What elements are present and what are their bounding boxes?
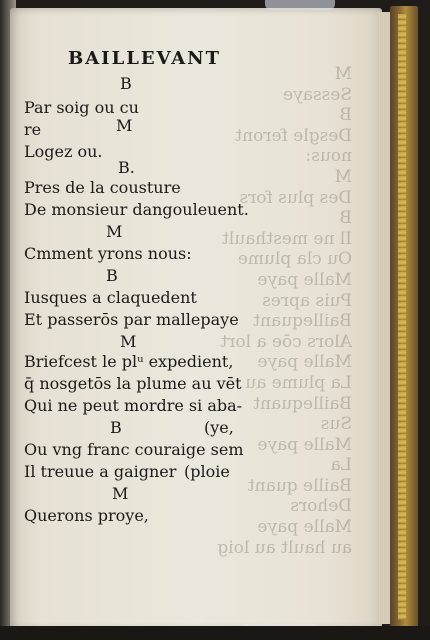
gilt-cover-edge — [390, 6, 418, 632]
speaker-label: B — [110, 418, 122, 437]
bleed-line: B — [339, 208, 352, 229]
verse-line: Pres de la cousture — [24, 178, 181, 197]
running-title: BAILLEVANT — [68, 48, 222, 69]
verse-line: Querons proye, — [24, 506, 149, 525]
verse-turnover: (ye, — [204, 418, 234, 437]
bleed-line: Puis apres — [262, 290, 352, 311]
bleed-line: Malle paye — [257, 517, 352, 538]
verse-line: De monsieur dangouleuent. — [24, 200, 249, 219]
bleed-line: Alors cōe a lort — [220, 331, 352, 352]
bleed-line: Desgle feront — [235, 125, 352, 146]
verse-line: Briefcest le plᵘ expedient, — [24, 352, 234, 371]
bleed-line: Malle paye — [257, 269, 352, 290]
speaker-label: B. — [118, 158, 135, 177]
bleed-line: La — [330, 455, 352, 476]
bleed-line: M — [334, 64, 352, 84]
top-clip — [265, 0, 335, 10]
verse-line: Il treuue a gaigner — [24, 462, 177, 481]
bleed-line: Il ne mesthault — [221, 228, 352, 249]
verse-line: Iusques a claquedent — [24, 288, 197, 307]
verse-line: q̄ nosgetōs la plume au vēt — [24, 374, 242, 393]
bleed-line: Dehors — [290, 496, 352, 517]
verse-line: Par soig ou cu — [24, 98, 139, 117]
speaker-label: B — [120, 74, 132, 93]
speaker-label: M — [112, 484, 129, 503]
bleed-line: Malle paye — [257, 434, 352, 455]
bleed-line: au hault au loig — [217, 537, 352, 558]
verse-line: Et passerōs par mallepaye — [24, 310, 239, 329]
speaker-label: M — [120, 332, 137, 351]
bleed-line: Des plus fors — [239, 187, 352, 208]
bleed-line: nous: — [305, 146, 352, 167]
bleed-line: La plume au — [245, 372, 352, 393]
verse-turnover: (ploie — [184, 462, 230, 481]
bleed-line: Sessaye — [283, 84, 352, 105]
bleed-line: Sus — [320, 414, 352, 435]
verse-line: re — [24, 120, 42, 139]
bleed-line: Baillequant — [253, 393, 352, 414]
bleed-line: Baille quant — [247, 475, 352, 496]
speaker-label: B — [106, 266, 118, 285]
verse-line: Cmment yrons nous: — [24, 244, 192, 263]
speaker-label: M — [106, 222, 123, 241]
bleed-line: Baillequant — [253, 311, 352, 332]
verse-line: Ou vng franc couraige sem — [24, 440, 244, 459]
speaker-label: M — [116, 116, 133, 135]
bleed-line: Ou cla plume — [237, 249, 352, 270]
bleed-line: Malle paye — [257, 352, 352, 373]
bottom-shadow — [0, 626, 430, 640]
verse-line: Qui ne peut mordre si aba- — [24, 396, 243, 415]
bleed-line: B — [339, 105, 352, 126]
bleed-line: M — [334, 166, 352, 187]
verse-line: Logez ou. — [24, 142, 103, 161]
